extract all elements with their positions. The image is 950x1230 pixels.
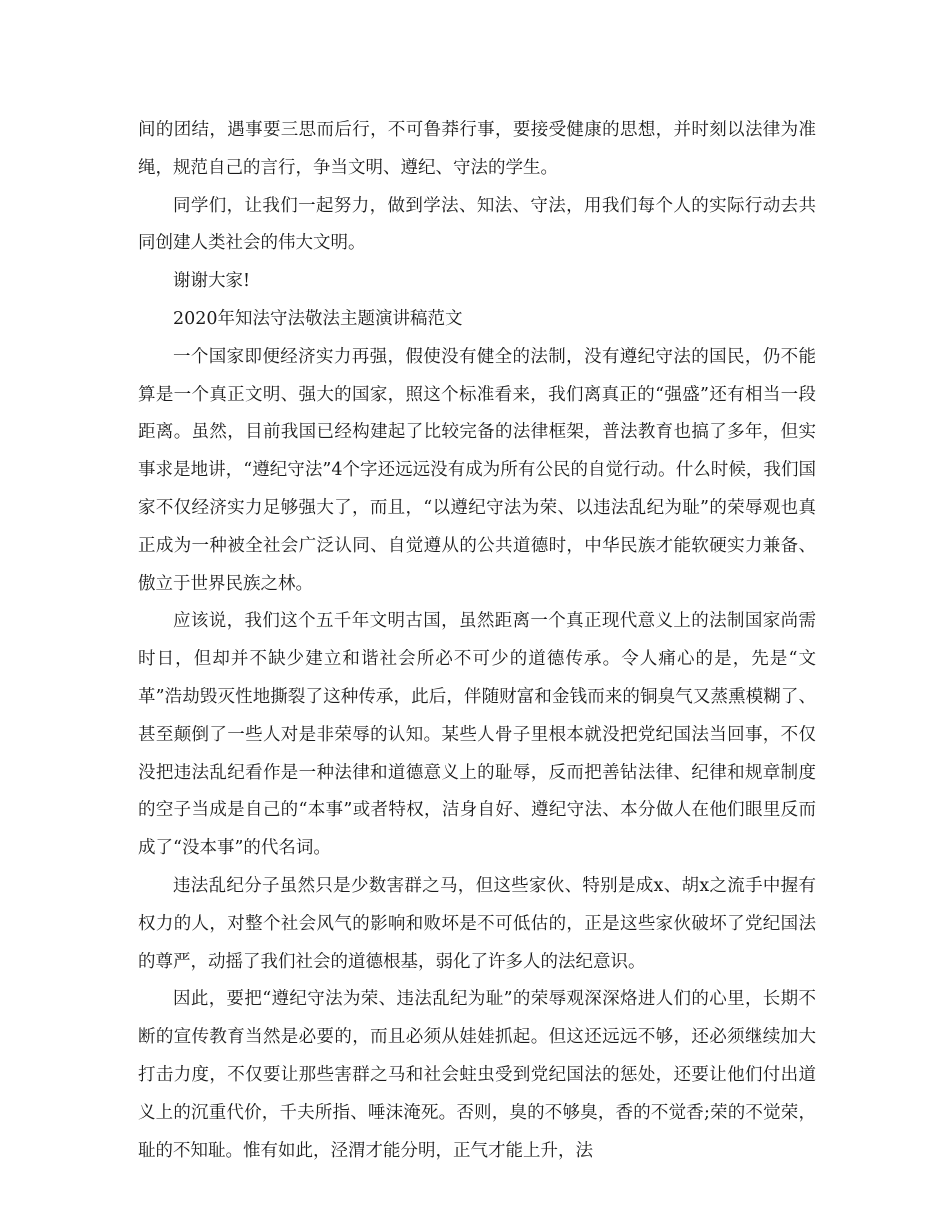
paragraph-6: 应该说，我们这个五千年文明古国，虽然距离一个真正现代意义上的法制国家尚需时日，但却并不缺少建立和谐社会所必不可少的道德传承。令人痛心的是，先是“文革”浩劫毁灭性地撕裂了这种传承，此后，伴随财富和金钱而来的铜臭气又蒸熏模糊了、甚至颠倒了一些人对是非荣辱的认知。某些人骨子里根本就没把党纪国法当回事，不仅没把违法乱纪看作是一种法律和道德意义上的耻辱，反而把善钻法律、纪律和规章制度的空子当成是自己的“本事”或者特权，洁身自好、遵纪守法、本分做人在他们眼里反而成了“没本事”的代名词。 bbox=[138, 611, 816, 859]
paragraph-5: 一个国家即便经济实力再强，假使没有健全的法制，没有遵纪守法的国民，仍不能算是一个真正文明、强大的国家，照这个标准看来，我们离真正的“强盛”还有相当一段距离。虽然，目前我国已经构建起了比较完备的法律框架，普法教育也搞了多年，但实事求是地讲，“遵纪守法”4个字还远远没有成为所有公民的自觉行动。什么时候，我们国家不仅经济实力足够强大了，而且，“以遵纪守法为荣、以违法乱纪为耻”的荣辱观也真正成为一种被全社会广泛认同、自觉遵从的公共道德时，中华民族才能软硬实力兼备、傲立于世界民族之林。 bbox=[138, 346, 816, 594]
paragraph-7: 违法乱纪分子虽然只是少数害群之马，但这些家伙、特别是成x、胡x之流手中握有权力的人，对整个社会风气的影响和败坏是不可低估的，正是这些家伙破坏了党纪国法的尊严，动摇了我们社会的道德根基，弱化了许多人的法纪意识。 bbox=[138, 875, 816, 972]
paragraph-1: 间的团结，遇事要三思而后行，不可鲁莽行事，要接受健康的思想，并时刻以法律为准绳，规范自己的言行，争当文明、遵纪、守法的学生。 bbox=[138, 120, 816, 178]
paragraph-8: 因此，要把“遵纪守法为荣、违法乱纪为耻”的荣辱观深深烙进人们的心里，长期不断的宣传教育当然是必要的，而且必须从娃娃抓起。但这还远远不够，还必须继续加大打击力度，不仅要让那些害群之马和社会蛀虫受到党纪国法的惩处，还要让他们付出道义上的沉重代价，千夫所指、唾沫淹死。否则，臭的不够臭，香的不觉香;荣的不觉荣，耻的不知耻。惟有如此，泾渭才能分明，正气才能上升，法 bbox=[138, 989, 816, 1161]
section-title: 2020年知法守法敬法主题演讲稿范文 bbox=[173, 308, 463, 329]
paragraph-2: 同学们，让我们一起努力，做到学法、知法、守法，用我们每个人的实际行动去共同创建人类社会的伟大文明。 bbox=[138, 195, 816, 254]
document-body bbox=[138, 112, 816, 1170]
paragraph-3: 谢谢大家! bbox=[173, 271, 251, 292]
